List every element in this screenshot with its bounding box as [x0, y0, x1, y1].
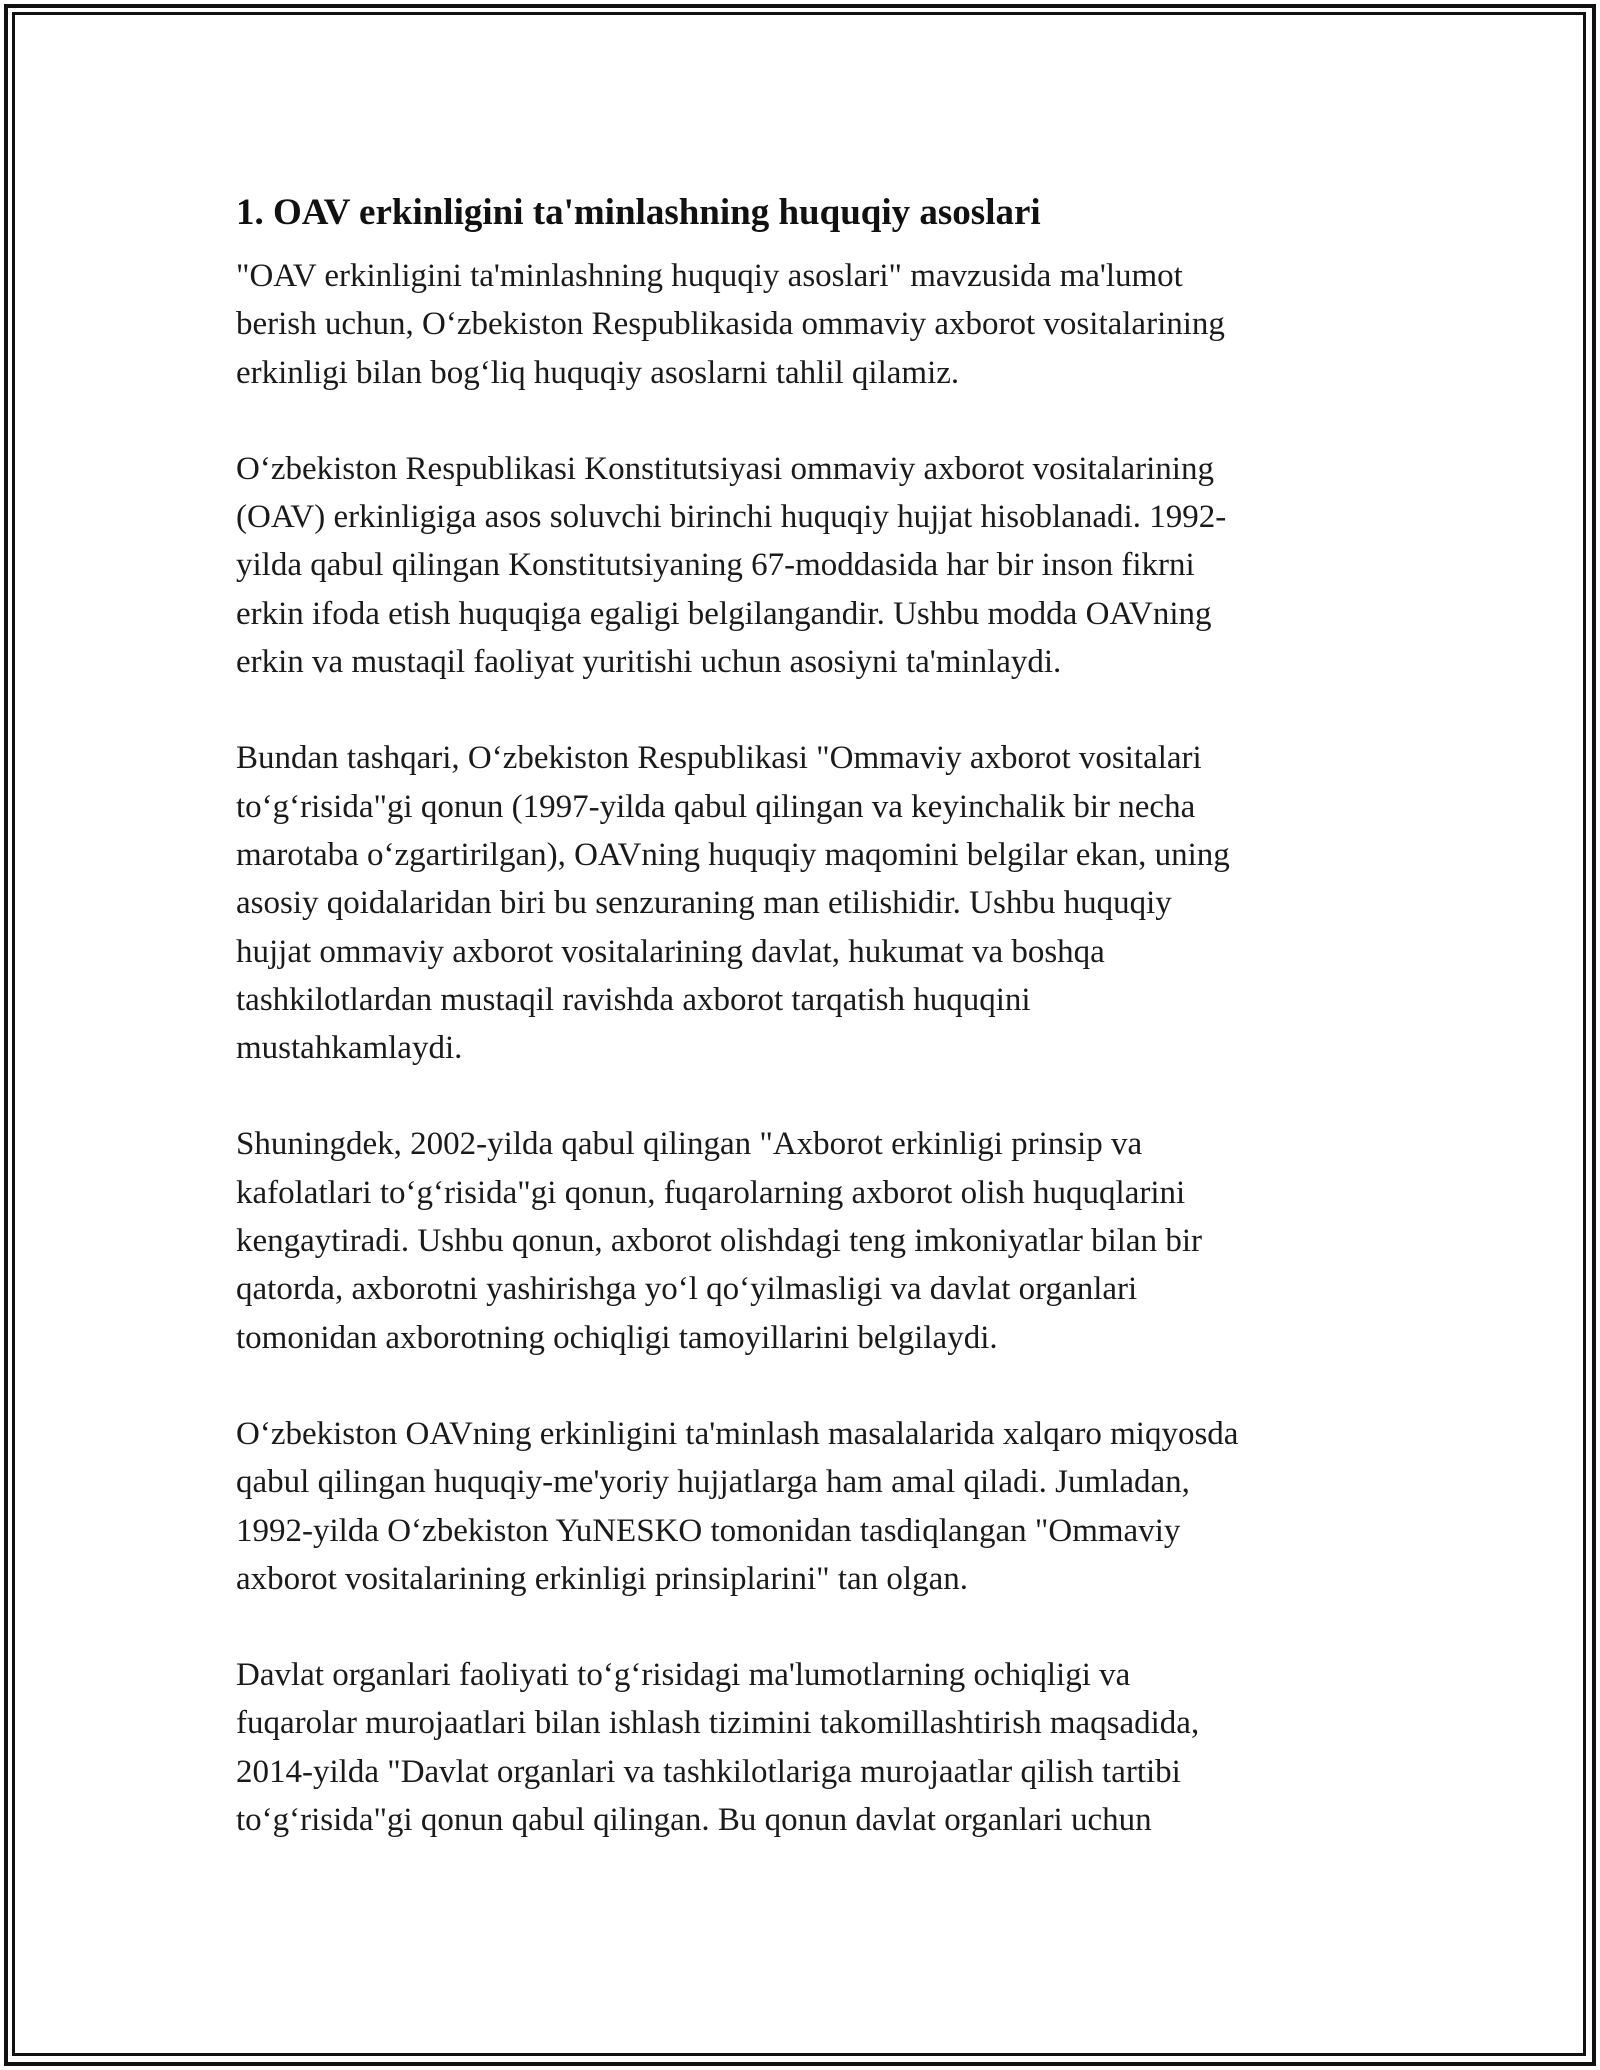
paragraph-line: O‘zbekiston OAVning erkinligini ta'minlash masalalarida xalqaro miqyosda — [236, 1415, 1239, 1452]
paragraph-line: asosiy qoidalaridan biri bu senzuraning man etilishidir. Ushbu huquqiy — [236, 885, 1172, 922]
paragraph-line: erkin va mustaqil faoliyat yuritishi uchun asosiyni ta'minlaydi. — [236, 644, 1062, 681]
paragraph-line: mustahkamlaydi. — [236, 1030, 463, 1067]
paragraph-line: (OAV) erkinligiga asos soluvchi birinchi huquqiy hujjat hisoblanadi. 1992- — [236, 499, 1227, 536]
paragraph-line: kengaytiradi. Ushbu qonun, axborot olishdagi teng imkoniyatlar bilan bir — [236, 1223, 1202, 1260]
paragraph — [236, 1120, 1366, 1361]
paragraph-line: Davlat organlari faoliyati to‘g‘risidagi ma'lumotlarning ochiqligi va — [236, 1657, 1131, 1694]
paragraph — [236, 734, 1366, 1072]
paragraph-line: tomonidan axborotning ochiqligi tamoyillarini belgilaydi. — [236, 1319, 998, 1356]
paragraph-line: kafolatlari to‘g‘risida"gi qonun, fuqarolarning axborot olish huquqlarini — [236, 1174, 1186, 1211]
paragraph — [236, 445, 1366, 686]
paragraph-line: to‘g‘risida"gi qonun qabul qilingan. Bu qonun davlat organlari uchun — [236, 1802, 1152, 1839]
paragraph-list — [236, 252, 1366, 1844]
paragraph-line: fuqarolar murojaatlari bilan ishlash tizimini takomillashtirish maqsadida, — [236, 1705, 1200, 1742]
paragraph-line: berish uchun, O‘zbekiston Respublikasida ommaviy axborot vositalarining — [236, 306, 1225, 343]
paragraph-line: erkin ifoda etish huquqiga egaligi belgilangandir. Ushbu modda OAVning — [236, 595, 1212, 632]
paragraph — [236, 252, 1366, 397]
paragraph-line: Shuningdek, 2002-yilda qabul qilingan "Axborot erkinligi prinsip va — [236, 1126, 1143, 1163]
paragraph-line: 1992-yilda O‘zbekiston YuNESKO tomonidan tasdiqlangan "Ommaviy — [236, 1512, 1181, 1549]
paragraph-line: "OAV erkinligini ta'minlashning huquqiy asoslari" mavzusida ma'lumot — [236, 258, 1183, 294]
paragraph-line: erkinligi bilan bog‘liq huquqiy asoslarni tahlil qilamiz. — [236, 354, 960, 391]
paragraph — [236, 1410, 1366, 1603]
paragraph-line: yilda qabul qilingan Konstitutsiyaning 67-moddasida har bir inson fikrni — [236, 547, 1195, 584]
paragraph-line: qatorda, axborotni yashirishga yo‘l qo‘yilmasligi va davlat organlari — [236, 1271, 1138, 1308]
paragraph-line: marotaba o‘zgartirilgan), OAVning huquqiy maqomini belgilar ekan, uning — [236, 836, 1230, 873]
paragraph-line: 2014-yilda "Davlat organlari va tashkilotlariga murojaatlar qilish tartibi — [236, 1753, 1181, 1790]
paragraph-line: qabul qilingan huquqiy-me'yoriy hujjatlarga ham amal qiladi. Jumladan, — [236, 1464, 1190, 1501]
paragraph — [236, 1651, 1366, 1844]
document-body — [236, 184, 1366, 1844]
paragraph-line: tashkilotlardan mustaqil ravishda axborot tarqatish huquqini — [236, 981, 1031, 1018]
paragraph-line: hujjat ommaviy axborot vositalarining davlat, hukumat va boshqa — [236, 933, 1105, 970]
paragraph-line: Bundan tashqari, O‘zbekiston Respublikasi "Ommaviy axborot vositalari — [236, 740, 1202, 777]
paragraph-line: to‘g‘risida"gi qonun (1997-yilda qabul qilingan va keyinchalik bir necha — [236, 788, 1196, 825]
section-title: 1. OAV erkinligini ta'minlashning huquqiy asoslari — [236, 192, 1041, 233]
paragraph-line: O‘zbekiston Respublikasi Konstitutsiyasi ommaviy axborot vositalarining — [236, 450, 1214, 487]
paragraph-line: axborot vositalarining erkinligi prinsiplarini" tan olgan. — [236, 1560, 968, 1597]
